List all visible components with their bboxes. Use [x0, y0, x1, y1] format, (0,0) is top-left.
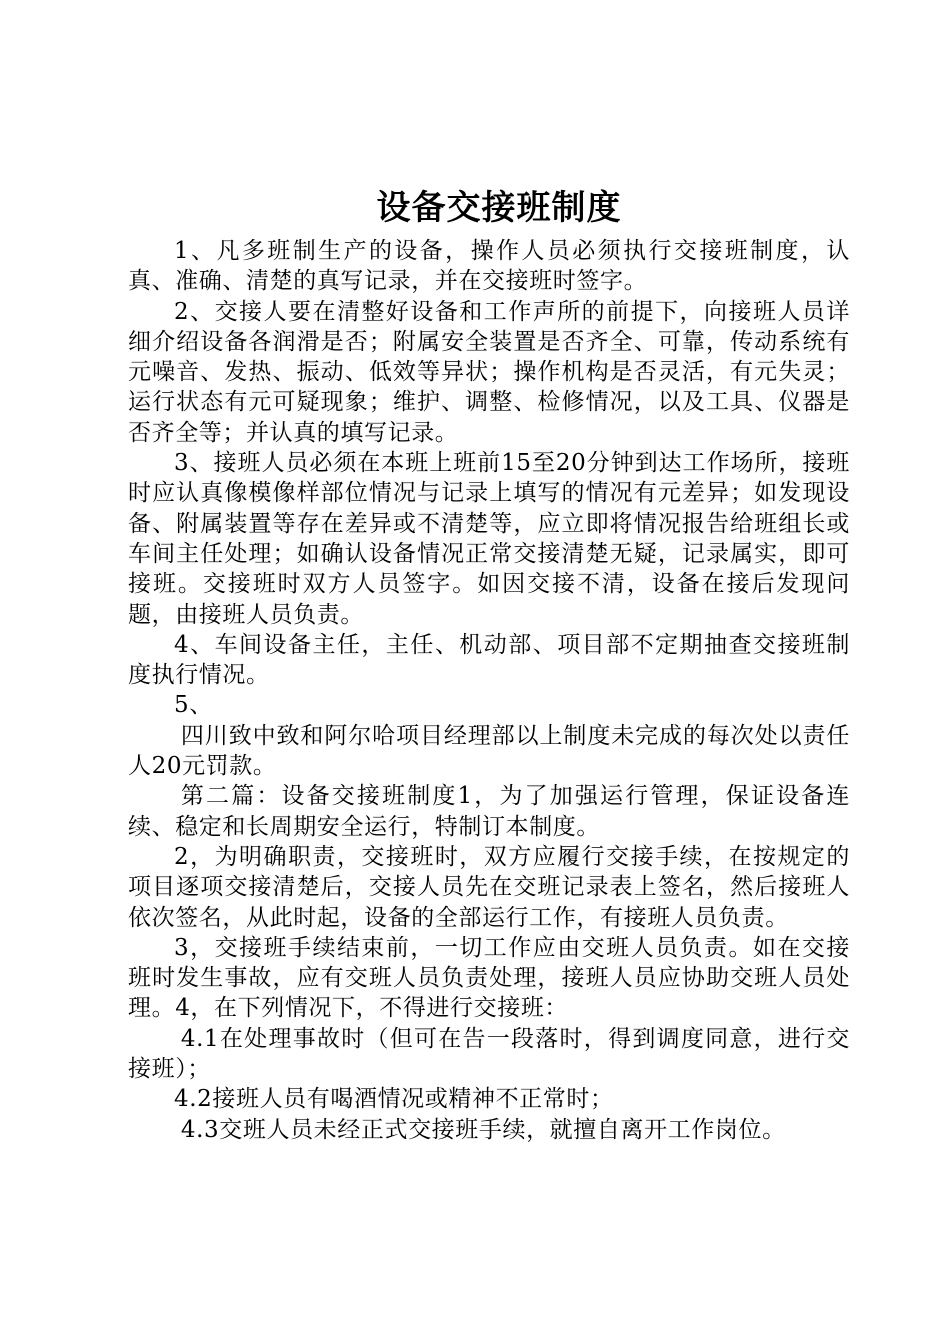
paragraph-part-two-2: 2，为明确职责，交接班时，双方应履行交接手续，在按规定的项目逐项交接清楚后，交接人员先在交班记录表上签名，然后接班人依次签名，从此时起，设备的全部运行工作，有接班人员负责。 — [128, 843, 850, 931]
paragraph-penalty: 四川致中致和阿尔哈项目经理部以上制度未完成的每次处以责任人20元罚款。 — [128, 722, 850, 780]
paragraph-1: 1、凡多班制生产的设备，操作人员必须执行交接班制度，认真、准确、清楚的真写记录，并在交接班时签字。 — [128, 238, 850, 295]
paragraph-part-two-4-3: 4.3交班人员未经正式交接班手续，就擅自离开工作岗位。 — [180, 1116, 786, 1143]
paragraph-part-two-1: 第二篇：设备交接班制度1，为了加强运行管理，保证设备连续、稳定和长周期安全运行，特制订本制度。 — [128, 783, 850, 840]
paragraph-3: 3、接班人员必须在本班上班前15至20分钟到达工作场所，接班时应认真像模像样部位情况与记录上填写的情况有元差异；如发现设备、附属装置等存在差异或不清楚等，应立即将情况报告给班组长或车间主任处理；如确认设备情况正常交接清楚无疑，记录属实，即可接班。交接班时双方人员签字。如因交接不清，设备在接后发现问题，由接班人员负责。 — [128, 450, 850, 628]
paragraph-4: 4、车间设备主任，主任、机动部、项目部不定期抽查交接班制度执行情况。 — [128, 631, 850, 689]
paragraph-2: 2、交接人要在清整好设备和工作声所的前提下，向接班人员详细介绍设备各润滑是否；附属安全装置是否齐全、可靠，传动系统有元噪音、发热、振动、低效等异状；操作机构是否灵活，有元失灵；运行状态有元可疑现象；维护、调整、检修情况，以及工具、仪器是否齐全等；并认真的填写记录。 — [128, 298, 850, 446]
document-title: 设备交接班制度 — [376, 188, 622, 228]
paragraph-part-two-4-1: 4.1在处理事故时（但可在告一段落时，得到调度同意，进行交接班）； — [128, 1025, 850, 1083]
paragraph-5: 5、 — [174, 692, 213, 719]
paragraph-part-two-4-2: 4.2接班人员有喝酒情况或精神不正常时； — [174, 1086, 614, 1113]
paragraph-part-two-3: 3，交接班手续结束前，一切工作应由交班人员负责。如在交接班时发生事故，应有交班人员负责处理，接班人员应协助交班人员处理。4，在下列情况下，不得进行交接班： — [128, 934, 850, 1022]
document-page — [128, 180, 850, 1145]
